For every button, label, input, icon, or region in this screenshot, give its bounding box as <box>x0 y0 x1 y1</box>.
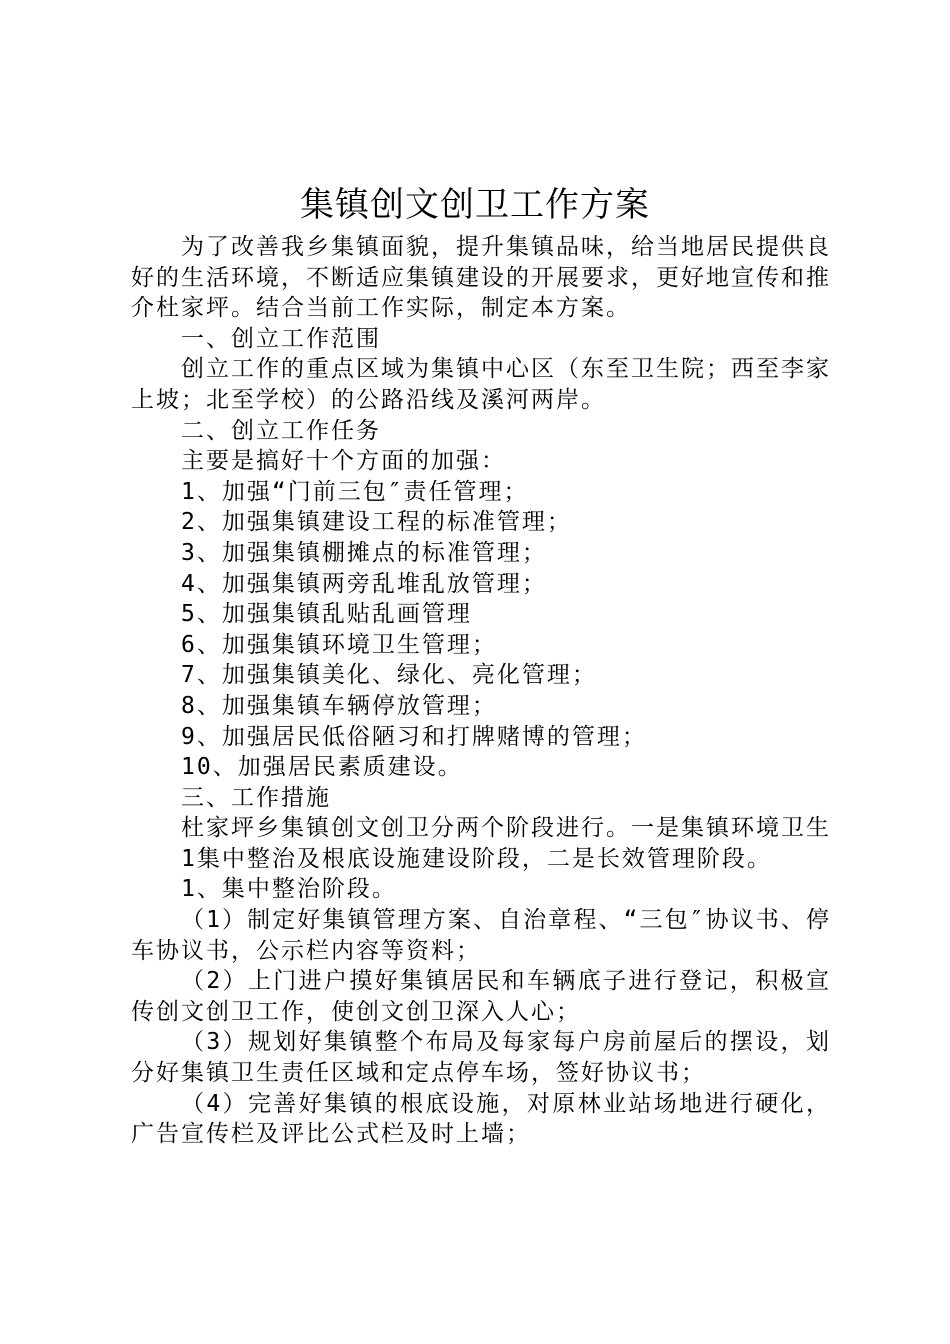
list-item: 8、加强集镇车辆停放管理； <box>181 692 497 719</box>
subheading-stage-one: 1、集中整治阶段。 <box>181 876 397 903</box>
list-item: 7、加强集镇美化、绿化、亮化管理； <box>181 662 597 689</box>
paragraph-scope: 创立工作的重点区域为集镇中心区（东至卫生院；西至李家上坡；北至学校）的公路沿线及溪河两岸。 <box>131 356 831 413</box>
heading-scope: 一、创立工作范围 <box>181 325 381 352</box>
list-item: 6、加强集镇环境卫生管理； <box>181 631 497 658</box>
paragraph-stages: 1集中整治及根底设施建设阶段，二是长效管理阶段。 <box>181 845 772 872</box>
list-item: （2）上门进户摸好集镇居民和车辆底子进行登记，积极宣传创文创卫工作，使创文创卫深入人心； <box>131 968 831 1025</box>
list-item: 3、加强集镇棚摊点的标准管理； <box>181 539 547 566</box>
paragraph-tasks-intro: 主要是搞好十个方面的加强： <box>181 448 506 475</box>
document-title: 集镇创文创卫工作方案 <box>300 185 650 225</box>
heading-measures: 三、工作措施 <box>181 784 331 811</box>
heading-tasks: 二、创立工作任务 <box>181 417 381 444</box>
paragraph-measures: 杜家坪乡集镇创文创卫分两个阶段进行。一是集镇环境卫生 <box>181 815 831 842</box>
document-body <box>131 232 831 1150</box>
list-item: 4、加强集镇两旁乱堆乱放管理； <box>181 570 547 597</box>
list-item: 10、加强居民素质建设。 <box>181 754 463 781</box>
list-item: 9、加强居民低俗陋习和打牌赌博的管理； <box>181 723 647 750</box>
list-item: （1）制定好集镇管理方案、自治章程、“三包″协议书、停车协议书，公示栏内容等资料； <box>131 907 831 964</box>
list-item: 2、加强集镇建设工程的标准管理； <box>181 509 572 536</box>
list-item: （3）规划好集镇整个布局及每家每户房前屋后的摆设，划分好集镇卫生责任区域和定点停车场，签好协议书； <box>131 1029 831 1087</box>
paragraph-intro: 为了改善我乡集镇面貌，提升集镇品味，给当地居民提供良好的生活环境，不断适应集镇建设的开展要求，更好地宣传和推介杜家坪。结合当前工作实际，制定本方案。 <box>131 234 831 322</box>
list-item: 1、加强“门前三包″责任管理； <box>181 478 529 505</box>
list-item: （4）完善好集镇的根底设施，对原林业站场地进行硬化，广告宣传栏及评比公式栏及时上墙； <box>131 1090 831 1148</box>
list-item: 5、加强集镇乱贴乱画管理 <box>181 601 472 628</box>
